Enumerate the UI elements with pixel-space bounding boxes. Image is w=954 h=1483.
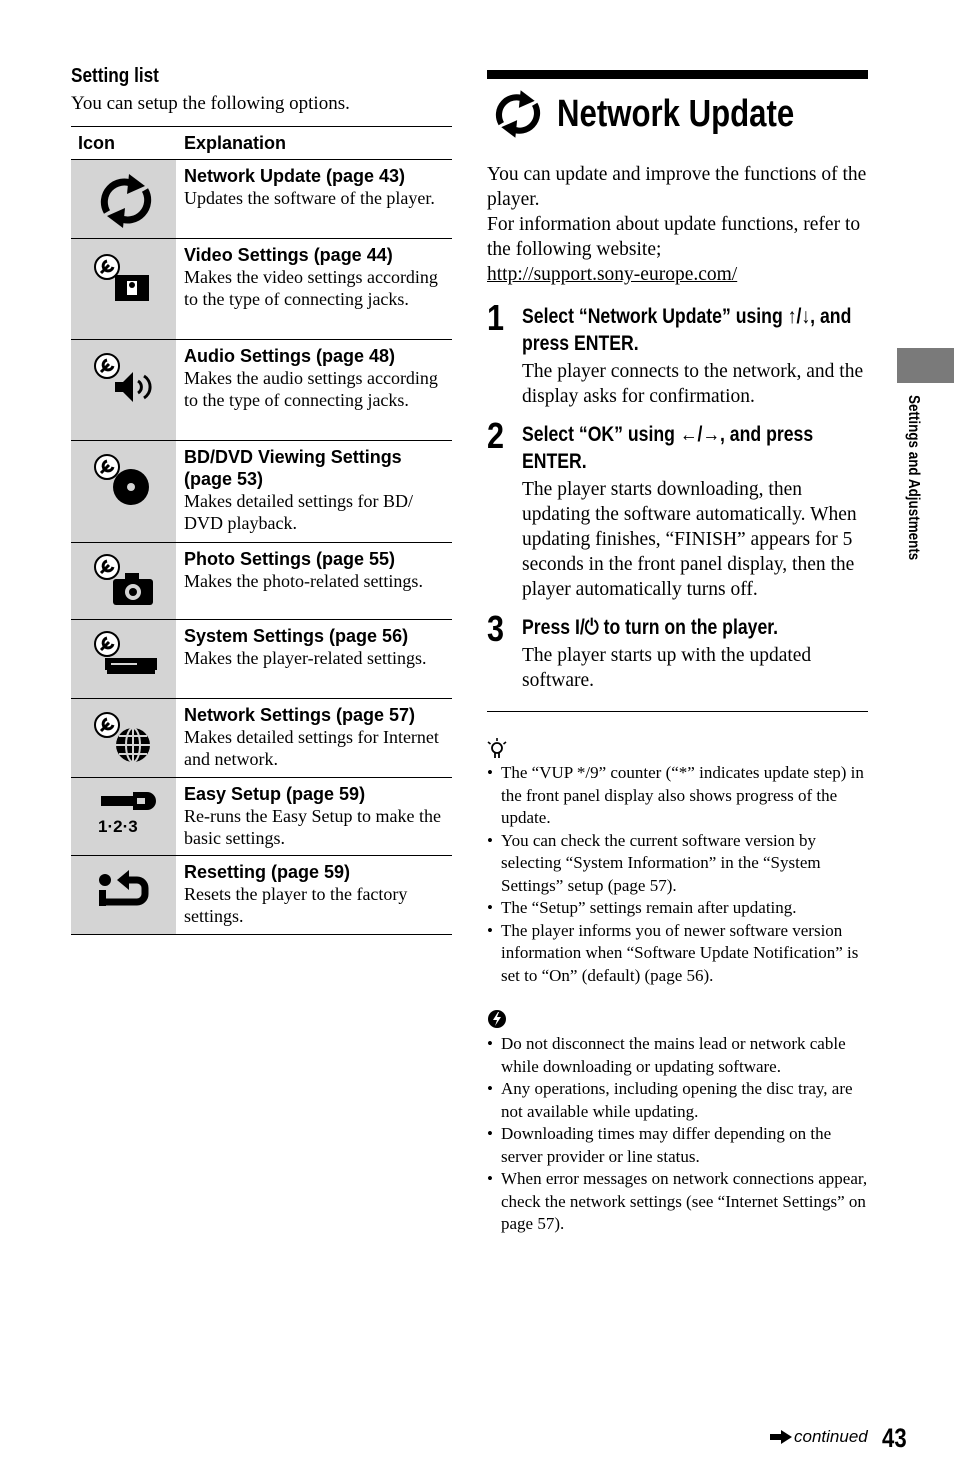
table-row bbox=[71, 620, 452, 699]
row-description: Makes the video settings according to the type of connecting jacks. bbox=[184, 267, 438, 309]
row-description: Re-runs the Easy Setup to make the basic settings. bbox=[184, 806, 441, 848]
text-cell bbox=[177, 239, 452, 339]
list-item: • The player informs you of newer software version information when “Software Update Notification” is set to “On” (default) (page 56). bbox=[487, 920, 868, 988]
hint-section bbox=[487, 738, 868, 760]
list-item: • The “Setup” settings remain after updating. bbox=[487, 897, 868, 920]
support-url-link[interactable]: http://support.sony-europe.com/ bbox=[487, 264, 738, 285]
row-title: Audio Settings (page 48) bbox=[184, 346, 396, 366]
side-tab-marker bbox=[897, 348, 954, 383]
bd-dvd-settings-icon bbox=[93, 453, 159, 509]
lightbulb-icon bbox=[487, 738, 507, 760]
audio-settings-icon bbox=[93, 352, 159, 408]
table-row bbox=[71, 239, 452, 340]
list-item: • Downloading times may differ depending on the server provider or line status. bbox=[487, 1123, 868, 1168]
intro-paragraph: You can update and improve the functions of the player. bbox=[487, 164, 867, 210]
caution-section bbox=[487, 1009, 868, 1031]
row-description: Makes the audio settings according to the type of connecting jacks. bbox=[184, 368, 438, 410]
table-header bbox=[71, 127, 452, 160]
icon-cell bbox=[71, 239, 177, 339]
up-down-arrows-icon: ↑/↓ bbox=[787, 305, 811, 328]
title-rule bbox=[487, 70, 868, 79]
arrow-right-icon bbox=[770, 1430, 792, 1444]
icon-cell bbox=[71, 543, 177, 619]
step-body: The player starts downloading, then updating the software automatically. When updating finishes, “FINISH” appears for 5 seconds in the front panel display, then the player automatically turns off. bbox=[522, 479, 857, 600]
step-1 bbox=[487, 297, 868, 409]
row-description: Resets the player to the factory settings. bbox=[184, 884, 408, 926]
step-number: 1 bbox=[487, 297, 505, 338]
text-cell bbox=[177, 699, 452, 777]
row-title: BD/DVD Viewing Settings (page 53) bbox=[184, 447, 402, 489]
icon-cell bbox=[71, 856, 177, 934]
table-row bbox=[71, 160, 452, 239]
divider bbox=[487, 711, 868, 712]
icon-cell bbox=[71, 441, 177, 542]
row-title: Photo Settings (page 55) bbox=[184, 549, 396, 569]
title-row bbox=[487, 79, 868, 149]
left-right-arrows-icon: ←/→ bbox=[679, 423, 721, 446]
column-header-icon: Icon bbox=[78, 132, 116, 153]
step-body: The player connects to the network, and the display asks for confirmation. bbox=[522, 361, 864, 407]
row-description: Makes detailed settings for Internet and network. bbox=[184, 727, 439, 769]
text-cell bbox=[177, 778, 452, 855]
list-item: • The “VUP */9” counter (“*” indicates update step) in the front panel display also shows progress of the update. bbox=[487, 762, 868, 830]
table-row bbox=[71, 778, 452, 856]
table-row bbox=[71, 441, 452, 543]
intro-text bbox=[487, 162, 868, 287]
row-title: Network Settings (page 57) bbox=[184, 705, 416, 725]
row-title: System Settings (page 56) bbox=[184, 626, 409, 646]
icon-cell bbox=[71, 160, 177, 238]
resetting-icon bbox=[93, 868, 159, 924]
table-row bbox=[71, 340, 452, 441]
row-description: Makes the player-related settings. bbox=[184, 648, 427, 668]
text-cell bbox=[177, 856, 452, 934]
step-heading: Select “OK” using ←/→, and press ENTER. bbox=[522, 423, 814, 473]
row-title: Resetting (page 59) bbox=[184, 862, 351, 882]
table-row bbox=[71, 856, 452, 935]
list-item: • You can check the current software version by selecting “System Information” in the “System Settings” setup (page 57). bbox=[487, 830, 868, 898]
setting-list-intro: You can setup the following options. bbox=[71, 93, 350, 114]
hint-list bbox=[487, 762, 868, 987]
icon-cell bbox=[71, 620, 177, 698]
system-settings-icon bbox=[93, 630, 159, 686]
step-number: 2 bbox=[487, 415, 505, 456]
step-heading: Select “Network Update” using ↑/↓, and press ENTER. bbox=[522, 305, 852, 355]
step-3 bbox=[487, 608, 868, 693]
video-settings-icon bbox=[93, 253, 159, 309]
row-description: Updates the software of the player. bbox=[184, 188, 435, 208]
power-icon: I/⏻ bbox=[574, 616, 599, 639]
text-cell bbox=[177, 620, 452, 698]
row-description: Makes the photo-related settings. bbox=[184, 571, 423, 591]
icon-cell bbox=[71, 699, 177, 777]
row-title: Easy Setup (page 59) bbox=[184, 784, 366, 804]
list-item: • When error messages on network connections appear, check the network settings (see “Internet Settings” on page 57). bbox=[487, 1168, 868, 1236]
setting-list-section bbox=[71, 62, 452, 935]
list-item: • Any operations, including opening the disc tray, are not available while updating. bbox=[487, 1078, 868, 1123]
icon-cell bbox=[71, 778, 177, 855]
text-cell bbox=[177, 441, 452, 542]
step-heading: Press I/⏻ to turn on the player. bbox=[522, 616, 779, 639]
row-title: Video Settings (page 44) bbox=[184, 245, 393, 265]
side-tab-label: Settings and Adjustments bbox=[905, 395, 922, 561]
text-cell bbox=[177, 160, 452, 238]
network-settings-icon bbox=[93, 711, 159, 767]
caution-list bbox=[487, 1033, 868, 1236]
page-number: 43 bbox=[882, 1423, 907, 1453]
step-number: 3 bbox=[487, 608, 505, 649]
network-update-icon bbox=[489, 88, 547, 140]
network-update-section bbox=[487, 70, 868, 1236]
text-cell bbox=[177, 340, 452, 440]
easy-setup-icon bbox=[93, 788, 159, 844]
text-cell bbox=[177, 543, 452, 619]
easy-setup-icon-text: 1·2·3 bbox=[98, 817, 138, 836]
intro-paragraph: For information about update functions, refer to the following website; bbox=[487, 214, 861, 260]
photo-settings-icon bbox=[93, 553, 159, 609]
list-item: • Do not disconnect the mains lead or network cable while downloading or updating software. bbox=[487, 1033, 868, 1078]
setting-list-heading: Setting list bbox=[71, 65, 159, 87]
continued-indicator bbox=[770, 1427, 868, 1447]
continued-label: continued bbox=[794, 1427, 868, 1446]
network-update-icon bbox=[93, 172, 159, 230]
table-row bbox=[71, 543, 452, 620]
step-body: The player starts up with the updated software. bbox=[522, 645, 812, 691]
row-title: Network Update (page 43) bbox=[184, 166, 406, 186]
setting-table bbox=[71, 126, 452, 935]
step-2 bbox=[487, 415, 868, 602]
page-title: Network Update bbox=[557, 92, 795, 135]
icon-cell bbox=[71, 340, 177, 440]
caution-icon bbox=[487, 1009, 507, 1029]
row-description: Makes detailed settings for BD/ DVD playback. bbox=[184, 491, 413, 533]
table-row bbox=[71, 699, 452, 778]
column-header-explanation: Explanation bbox=[184, 132, 287, 153]
